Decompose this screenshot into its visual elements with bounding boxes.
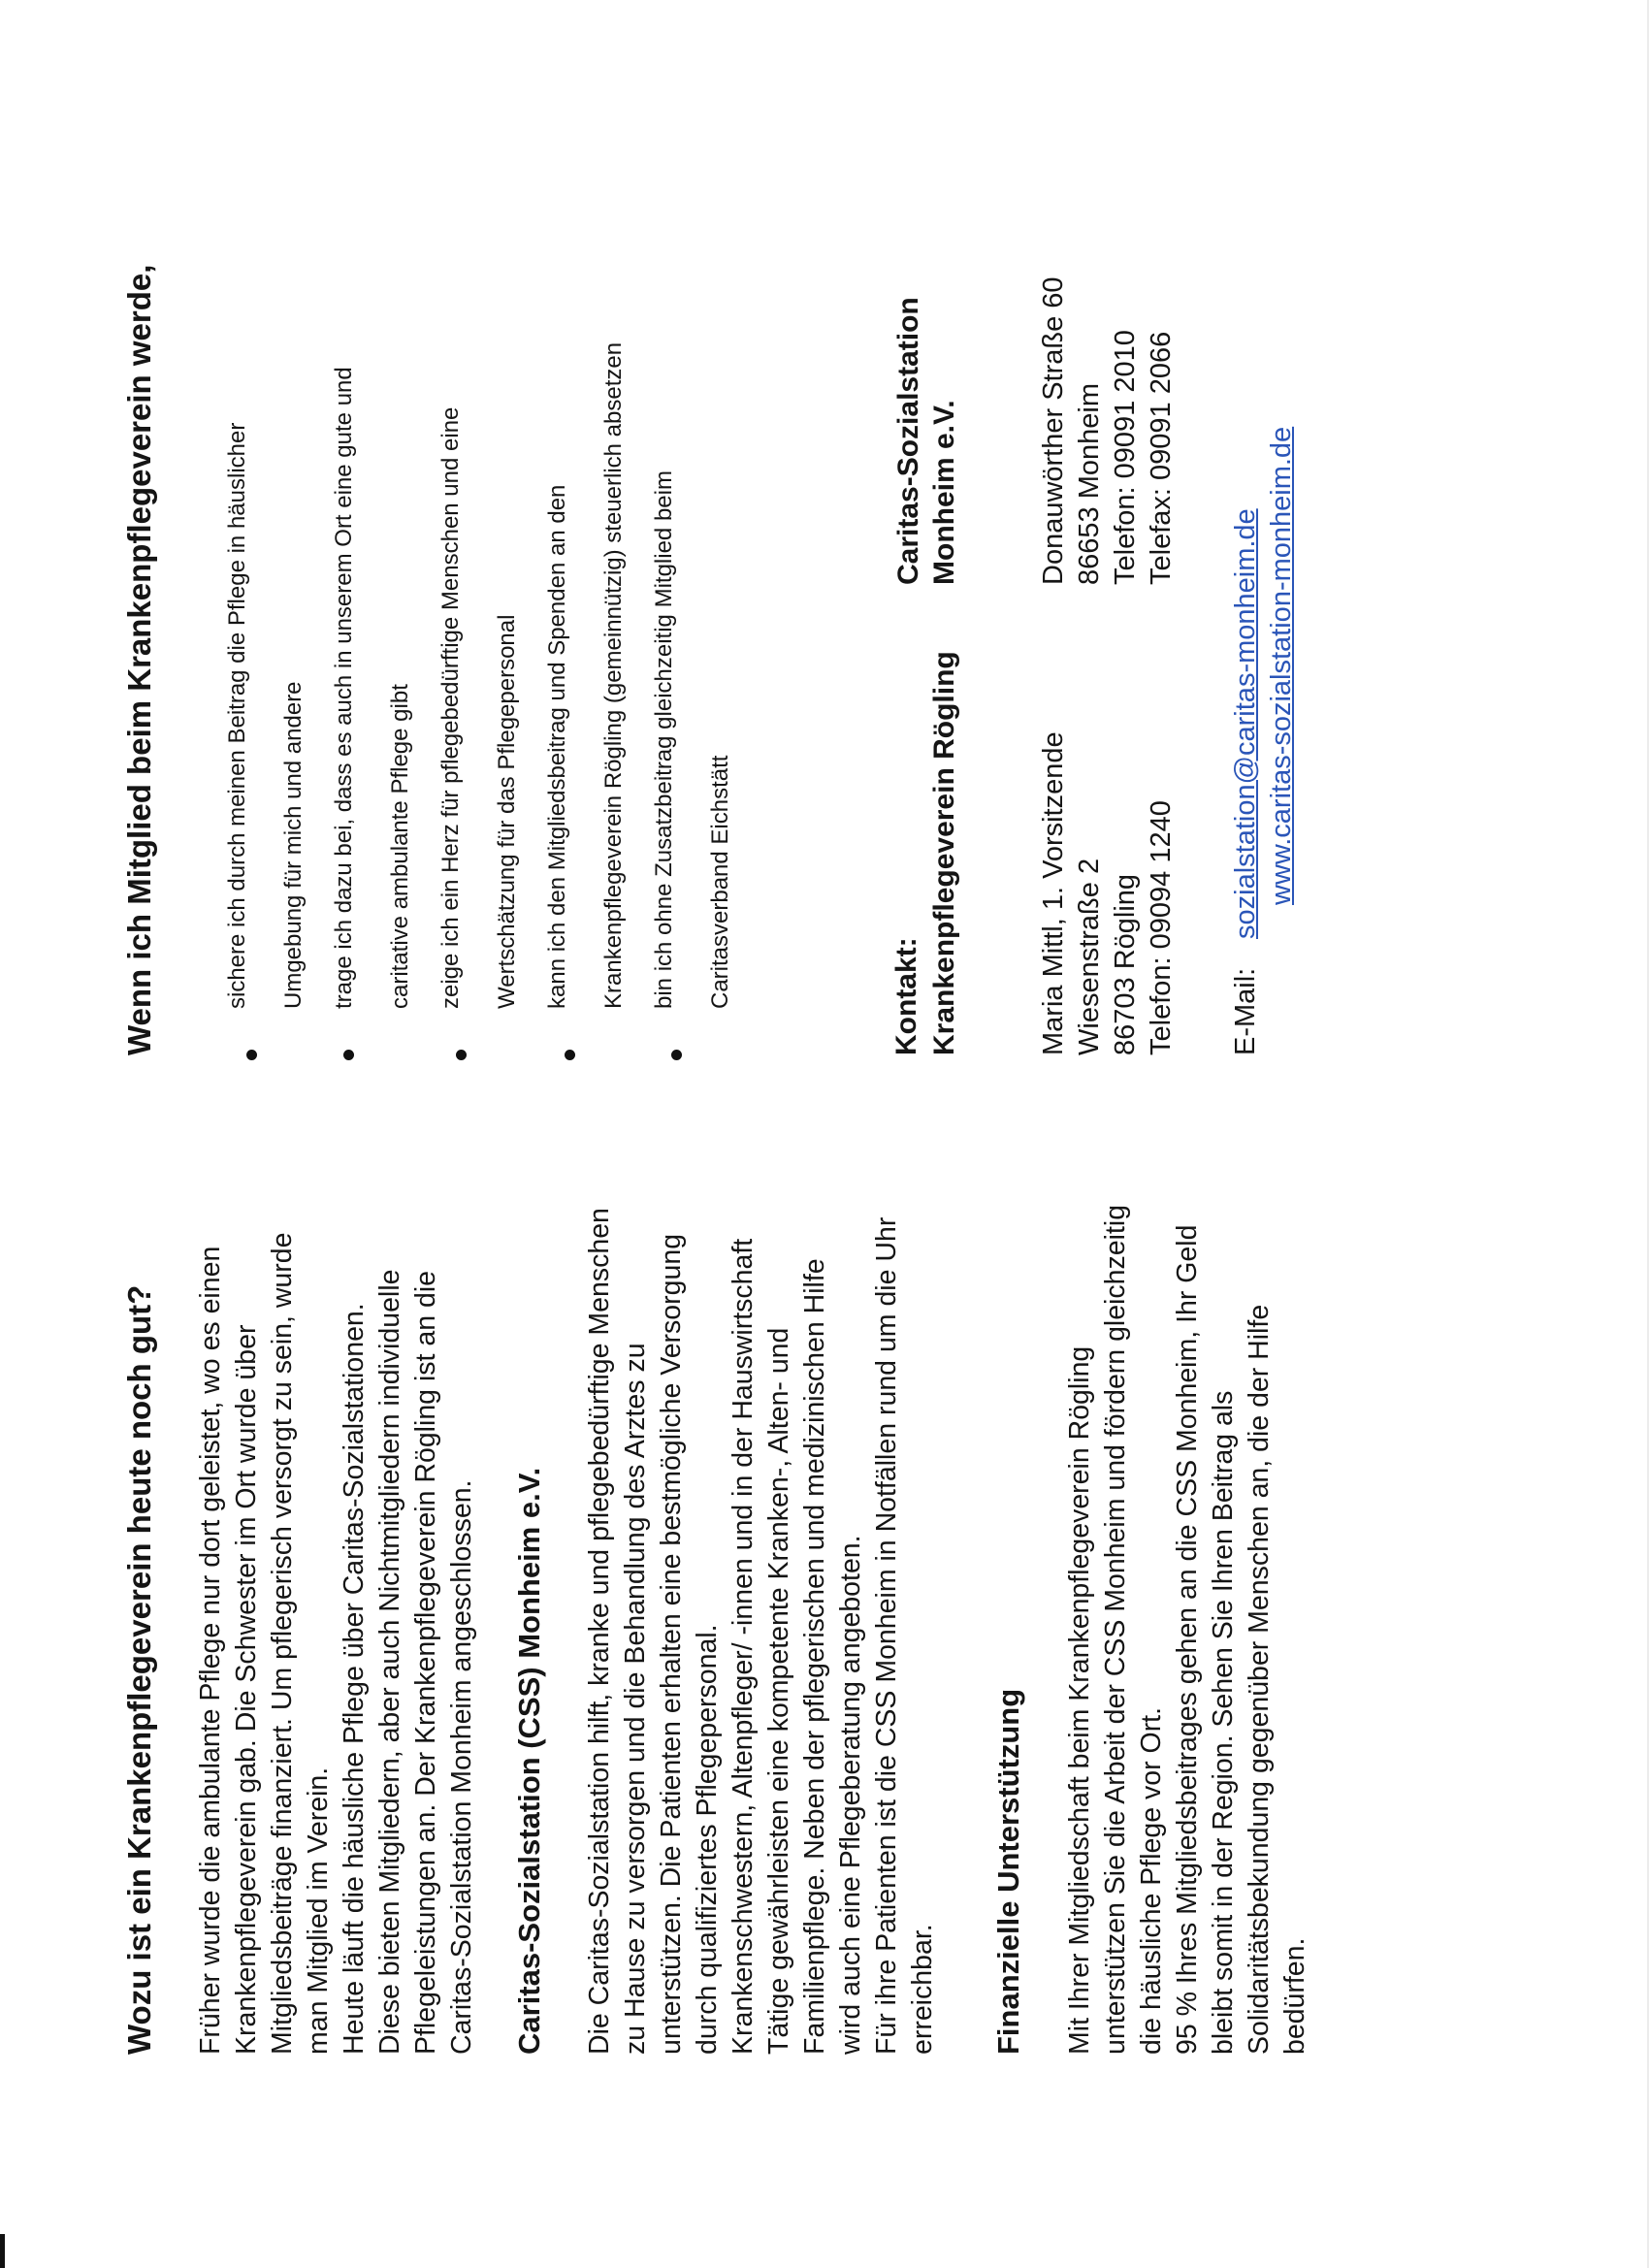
email-label: E-Mail: (1230, 967, 1261, 1055)
org-name-caritas (890, 297, 962, 585)
bullet-icon (671, 1050, 682, 1060)
text-line: Familienpflege. Neben der pflegerischen und medizinischen Hilfe (799, 1258, 830, 2055)
address-line: 86703 Rögling (1110, 873, 1141, 1055)
address-line: Donauwörther Straße 60 (1038, 276, 1069, 585)
list-item-line: Umgebung für mich und andere (280, 681, 307, 1009)
contact-label: Kontakt: (890, 937, 922, 1055)
text-line: 95 % Ihres Mitgliedsbeitrages gehen an die CSS Monheim, Ihr Geld (1172, 1224, 1203, 2055)
paragraph-history (193, 1182, 480, 2055)
org-name-line: Caritas-Sozialstation (892, 297, 924, 585)
text-line: Diese bieten Mitgliedern, aber auch Nichtmitgliedern individuelle (374, 1269, 405, 2055)
bullet-icon (456, 1050, 467, 1060)
address-line: Telefax: 09091 2066 (1146, 331, 1177, 585)
address-line: Telefon: 09091 2010 (1110, 330, 1141, 585)
list-item-line: kann ich den Mitgliedsbeitrag und Spenden an den (544, 484, 570, 1009)
text-line: Solidaritätsbekundung gegenüber Menschen an, die der Hilfe (1244, 1304, 1275, 2055)
text-line: die häusliche Pflege vor Ort. (1136, 1706, 1167, 2055)
address-caritas (1036, 276, 1180, 585)
address-rogling (1036, 731, 1180, 1055)
text-line: Mitgliedsbeiträge finanziert. Um pflegerisch versorgt zu sein, wurde (267, 1232, 298, 2055)
right-column (0, 105, 1649, 1055)
list-item-line: caritative ambulante Pflege gibt (387, 684, 413, 1009)
text-line: Heute läuft die häusliche Pflege über Caritas-Sozialstationen. (339, 1303, 370, 2055)
left-column (0, 1143, 1649, 2055)
address-line: Maria Mittl, 1. Vorsitzende (1038, 731, 1069, 1055)
heading-financial-support: Finanzielle Unterstützung (991, 1688, 1025, 2055)
list-item-line: Wertschätzung für das Pflegepersonal (494, 614, 520, 1009)
address-line: Telefon: 09094 1240 (1146, 800, 1177, 1055)
text-line: Für ihre Patienten ist die CSS Monheim in Notfällen rund um die Uhr (871, 1216, 902, 2055)
list-item-line: Krankenpflegeverein Rögling (gemeinnützig) steuerlich absetzen (600, 341, 627, 1009)
text-line: Mit Ihrer Mitgliedschaft beim Krankenpflegeverein Rögling (1064, 1345, 1095, 2055)
text-line: Krankenschwestern, Altenpfleger/ -innen und in der Hauswirtschaft (728, 1238, 759, 2055)
address-line: 86653 Monheim (1074, 383, 1105, 585)
text-line: Krankenpflegeverein gab. Die Schwester im Ort wurde über (231, 1324, 262, 2055)
text-line: bleibt somit in der Region. Sehen Sie Ihren Beitrag als (1208, 1390, 1239, 2055)
org-name-rogling: Krankenpflegeverein Rögling (928, 651, 960, 1055)
list-item-line: trage ich dazu bei, dass es auch in unserem Ort eine gute und (331, 367, 357, 1009)
text-line: Die Caritas-Sozialstation hilft, kranke und pflegebedürftige Menschen (584, 1208, 615, 2055)
bullet-icon (343, 1050, 354, 1060)
address-line: Wiesenstraße 2 (1074, 858, 1105, 1055)
text-line: durch qualifiziertes Pflegepersonal. (692, 1624, 723, 2055)
text-line: wird auch eine Pflegeberatung angeboten. (835, 1535, 866, 2055)
text-line: Tätige gewährleisten eine kompetente Kranken-, Alten- und (763, 1327, 794, 2055)
bullet-icon (246, 1050, 257, 1060)
text-line: zu Hause zu versorgen und die Behandlung des Arztes zu (620, 1343, 651, 2055)
website-link[interactable]: www.caritas-sozialstation-monheim.de (1266, 426, 1297, 905)
heading-membership-benefits: Wenn ich Mitglied beim Krankenpflegeverein werde, (121, 264, 157, 1055)
paragraph-financial-support (1062, 1182, 1313, 2055)
text-line: unterstützen Sie die Arbeit der CSS Monheim und fördern gleichzeitig (1100, 1204, 1131, 2055)
text-line: erreichbar. (907, 1924, 938, 2055)
list-item-line: zeige ich ein Herz für pflegebedürftige Menschen und eine (437, 406, 464, 1009)
heading-caritas-station: Caritas-Sozialstation (CSS) Monheim e.V. (512, 1467, 546, 2055)
list-item-line: Caritasverband Eichstätt (707, 755, 733, 1009)
text-line: bedürfen. (1279, 1937, 1310, 2055)
text-line: unterstützen. Die Patienten erhalten eine bestmögliche Versorgung (656, 1233, 687, 2055)
bullet-icon (565, 1050, 575, 1060)
paragraph-caritas-station (582, 1182, 941, 2055)
org-name-line: Monheim e.V. (928, 400, 960, 585)
text-line: man Mitglied im Verein. (303, 1766, 334, 2055)
list-item-line: bin ich ohne Zusatzbeitrag gleichzeitig Mitglied beim (651, 470, 677, 1009)
list-item-line: sichere ich durch meinen Beitrag die Pflege in häuslicher (224, 422, 250, 1009)
text-line: Caritas-Sozialstation Monheim angeschlossen. (446, 1479, 477, 2055)
heading-why-nursing-association: Wozu ist ein Krankenpflegeverein heute noch gut? (121, 1284, 157, 2055)
text-line: Früher wurde die ambulante Pflege nur dort geleistet, wo es einen (195, 1246, 226, 2055)
text-line: Pflegeleistungen an. Der Krankenpflegeverein Rögling ist an die (410, 1270, 441, 2055)
email-link[interactable]: sozialstation@caritas-monheim.de (1230, 508, 1261, 939)
